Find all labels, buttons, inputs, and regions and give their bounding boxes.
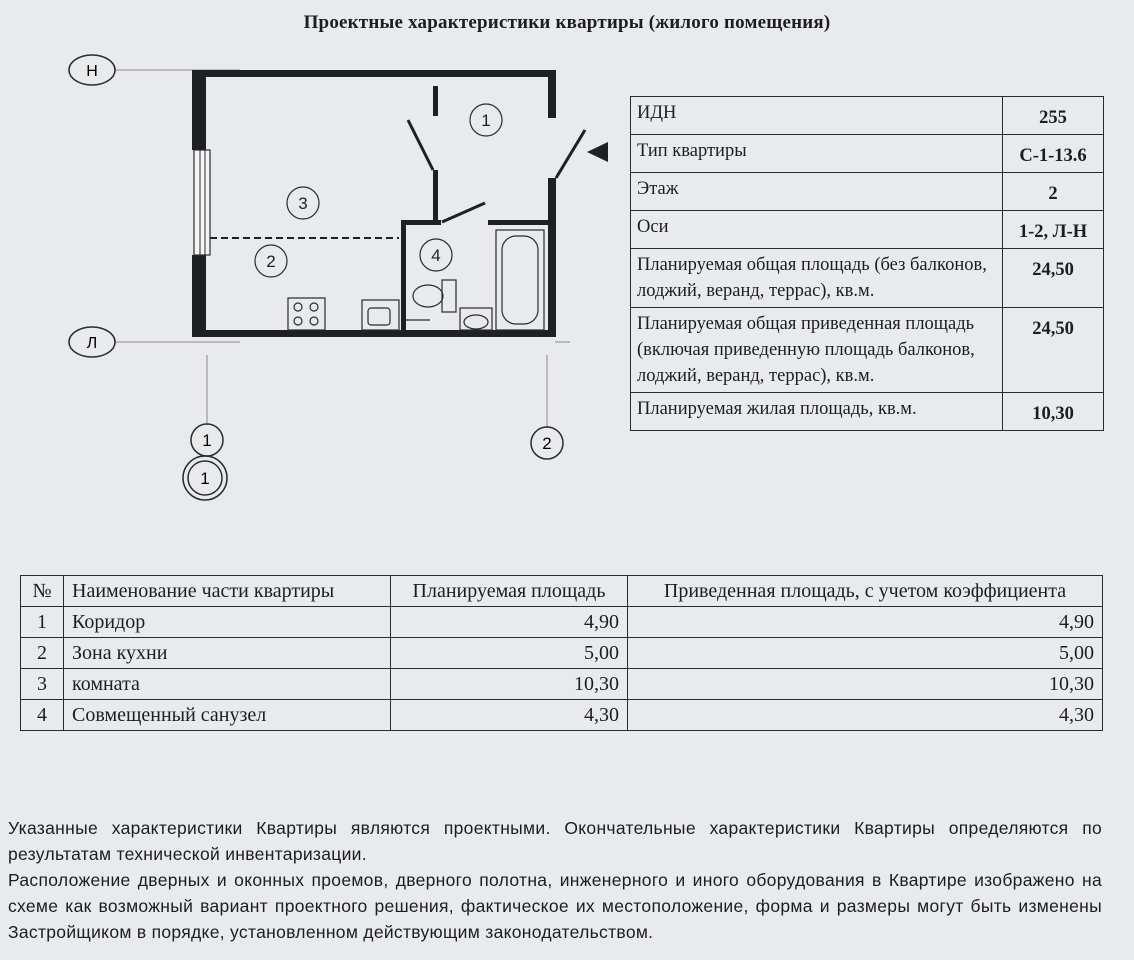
section-marker-1	[183, 456, 227, 500]
stove-icon	[288, 298, 325, 330]
room-number-3	[287, 187, 319, 219]
info-value: С-1-13.6	[1003, 135, 1104, 173]
row-area: 10,30	[391, 669, 628, 700]
axis-marker-1	[191, 424, 223, 456]
bathtub-icon	[496, 230, 544, 330]
info-row	[631, 173, 1104, 211]
row-name: Совмещенный санузел	[64, 700, 391, 731]
info-row	[631, 308, 1104, 393]
table-row	[21, 607, 1103, 638]
info-row	[631, 393, 1104, 431]
window	[194, 150, 210, 255]
info-label: ИДН	[631, 97, 1003, 135]
axis-marker-l	[69, 327, 115, 357]
row-area: 4,30	[391, 700, 628, 731]
notes	[8, 815, 1102, 945]
header-area: Планируемая площадь	[391, 576, 628, 607]
row-name: комната	[64, 669, 391, 700]
svg-text:Н: Н	[86, 63, 98, 80]
info-value: 255	[1003, 97, 1104, 135]
note-paragraph: Расположение дверных и оконных проемов, дверного полотна, инженерного и иного оборудования в Квартире изображено на схеме как возможный вариант проектного решения, фактическое их местоположение, форма и размеры могут быть изменены Застройщиком в порядке, установленном действующим законодательством.	[8, 870, 1102, 942]
info-value: 2	[1003, 173, 1104, 211]
info-label: Оси	[631, 211, 1003, 249]
apartment-floor-plan	[50, 50, 610, 510]
row-num: 4	[21, 700, 64, 731]
rooms-table	[20, 575, 1103, 731]
axis-marker-h	[69, 55, 115, 85]
info-label: Этаж	[631, 173, 1003, 211]
svg-text:2: 2	[542, 434, 552, 453]
svg-text:1: 1	[202, 431, 212, 450]
table-row	[21, 669, 1103, 700]
svg-text:Л: Л	[86, 335, 98, 352]
info-row	[631, 135, 1104, 173]
svg-text:1: 1	[200, 469, 210, 488]
room-number-4	[420, 239, 452, 271]
row-reduced: 4,30	[628, 700, 1103, 731]
header-name: Наименование части квартиры	[64, 576, 391, 607]
row-area: 4,90	[391, 607, 628, 638]
note-paragraph: Указанные характеристики Квартиры являются проектными. Окончательные характеристики Квартиры определяются по результатам технической инвентаризации.	[8, 818, 1102, 864]
room-number-2	[255, 245, 287, 277]
page-title: Проектные характеристики квартиры (жилого помещения)	[303, 12, 831, 33]
svg-text:4: 4	[431, 246, 441, 265]
room-number-1	[470, 104, 502, 136]
info-value: 24,50	[1003, 249, 1104, 308]
svg-text:1: 1	[481, 111, 491, 130]
info-row	[631, 211, 1104, 249]
header-reduced: Приведенная площадь, с учетом коэффициента	[628, 576, 1103, 607]
info-value: 1-2, Л-Н	[1003, 211, 1104, 249]
row-num: 2	[21, 638, 64, 669]
info-label: Планируемая жилая площадь, кв.м.	[631, 393, 1003, 431]
info-label: Планируемая общая площадь (без балконов, лоджий, веранд, террас), кв.м.	[631, 249, 1003, 308]
info-row	[631, 249, 1104, 308]
washbasin-icon	[460, 308, 492, 330]
row-reduced: 5,00	[628, 638, 1103, 669]
axis-marker-2	[531, 427, 563, 459]
row-reduced: 4,90	[628, 607, 1103, 638]
header-num: №	[21, 576, 64, 607]
row-reduced: 10,30	[628, 669, 1103, 700]
table-row	[21, 638, 1103, 669]
toilet-icon	[413, 280, 456, 312]
row-name: Коридор	[64, 607, 391, 638]
apartment-info-table	[630, 96, 1104, 431]
svg-text:2: 2	[266, 252, 276, 271]
info-label: Планируемая общая приведенная площадь (включая приведенную площадь балконов, лоджий, веранд, террас), кв.м.	[631, 308, 1003, 393]
row-area: 5,00	[391, 638, 628, 669]
rooms-table-header	[21, 576, 1103, 607]
row-num: 1	[21, 607, 64, 638]
row-name: Зона кухни	[64, 638, 391, 669]
info-value: 24,50	[1003, 308, 1104, 393]
info-label: Тип квартиры	[631, 135, 1003, 173]
kitchen-sink-icon	[362, 300, 399, 330]
info-value: 10,30	[1003, 393, 1104, 431]
table-row	[21, 700, 1103, 731]
info-row	[631, 97, 1104, 135]
entrance-arrow-icon	[587, 142, 608, 162]
row-num: 3	[21, 669, 64, 700]
svg-text:3: 3	[298, 194, 308, 213]
